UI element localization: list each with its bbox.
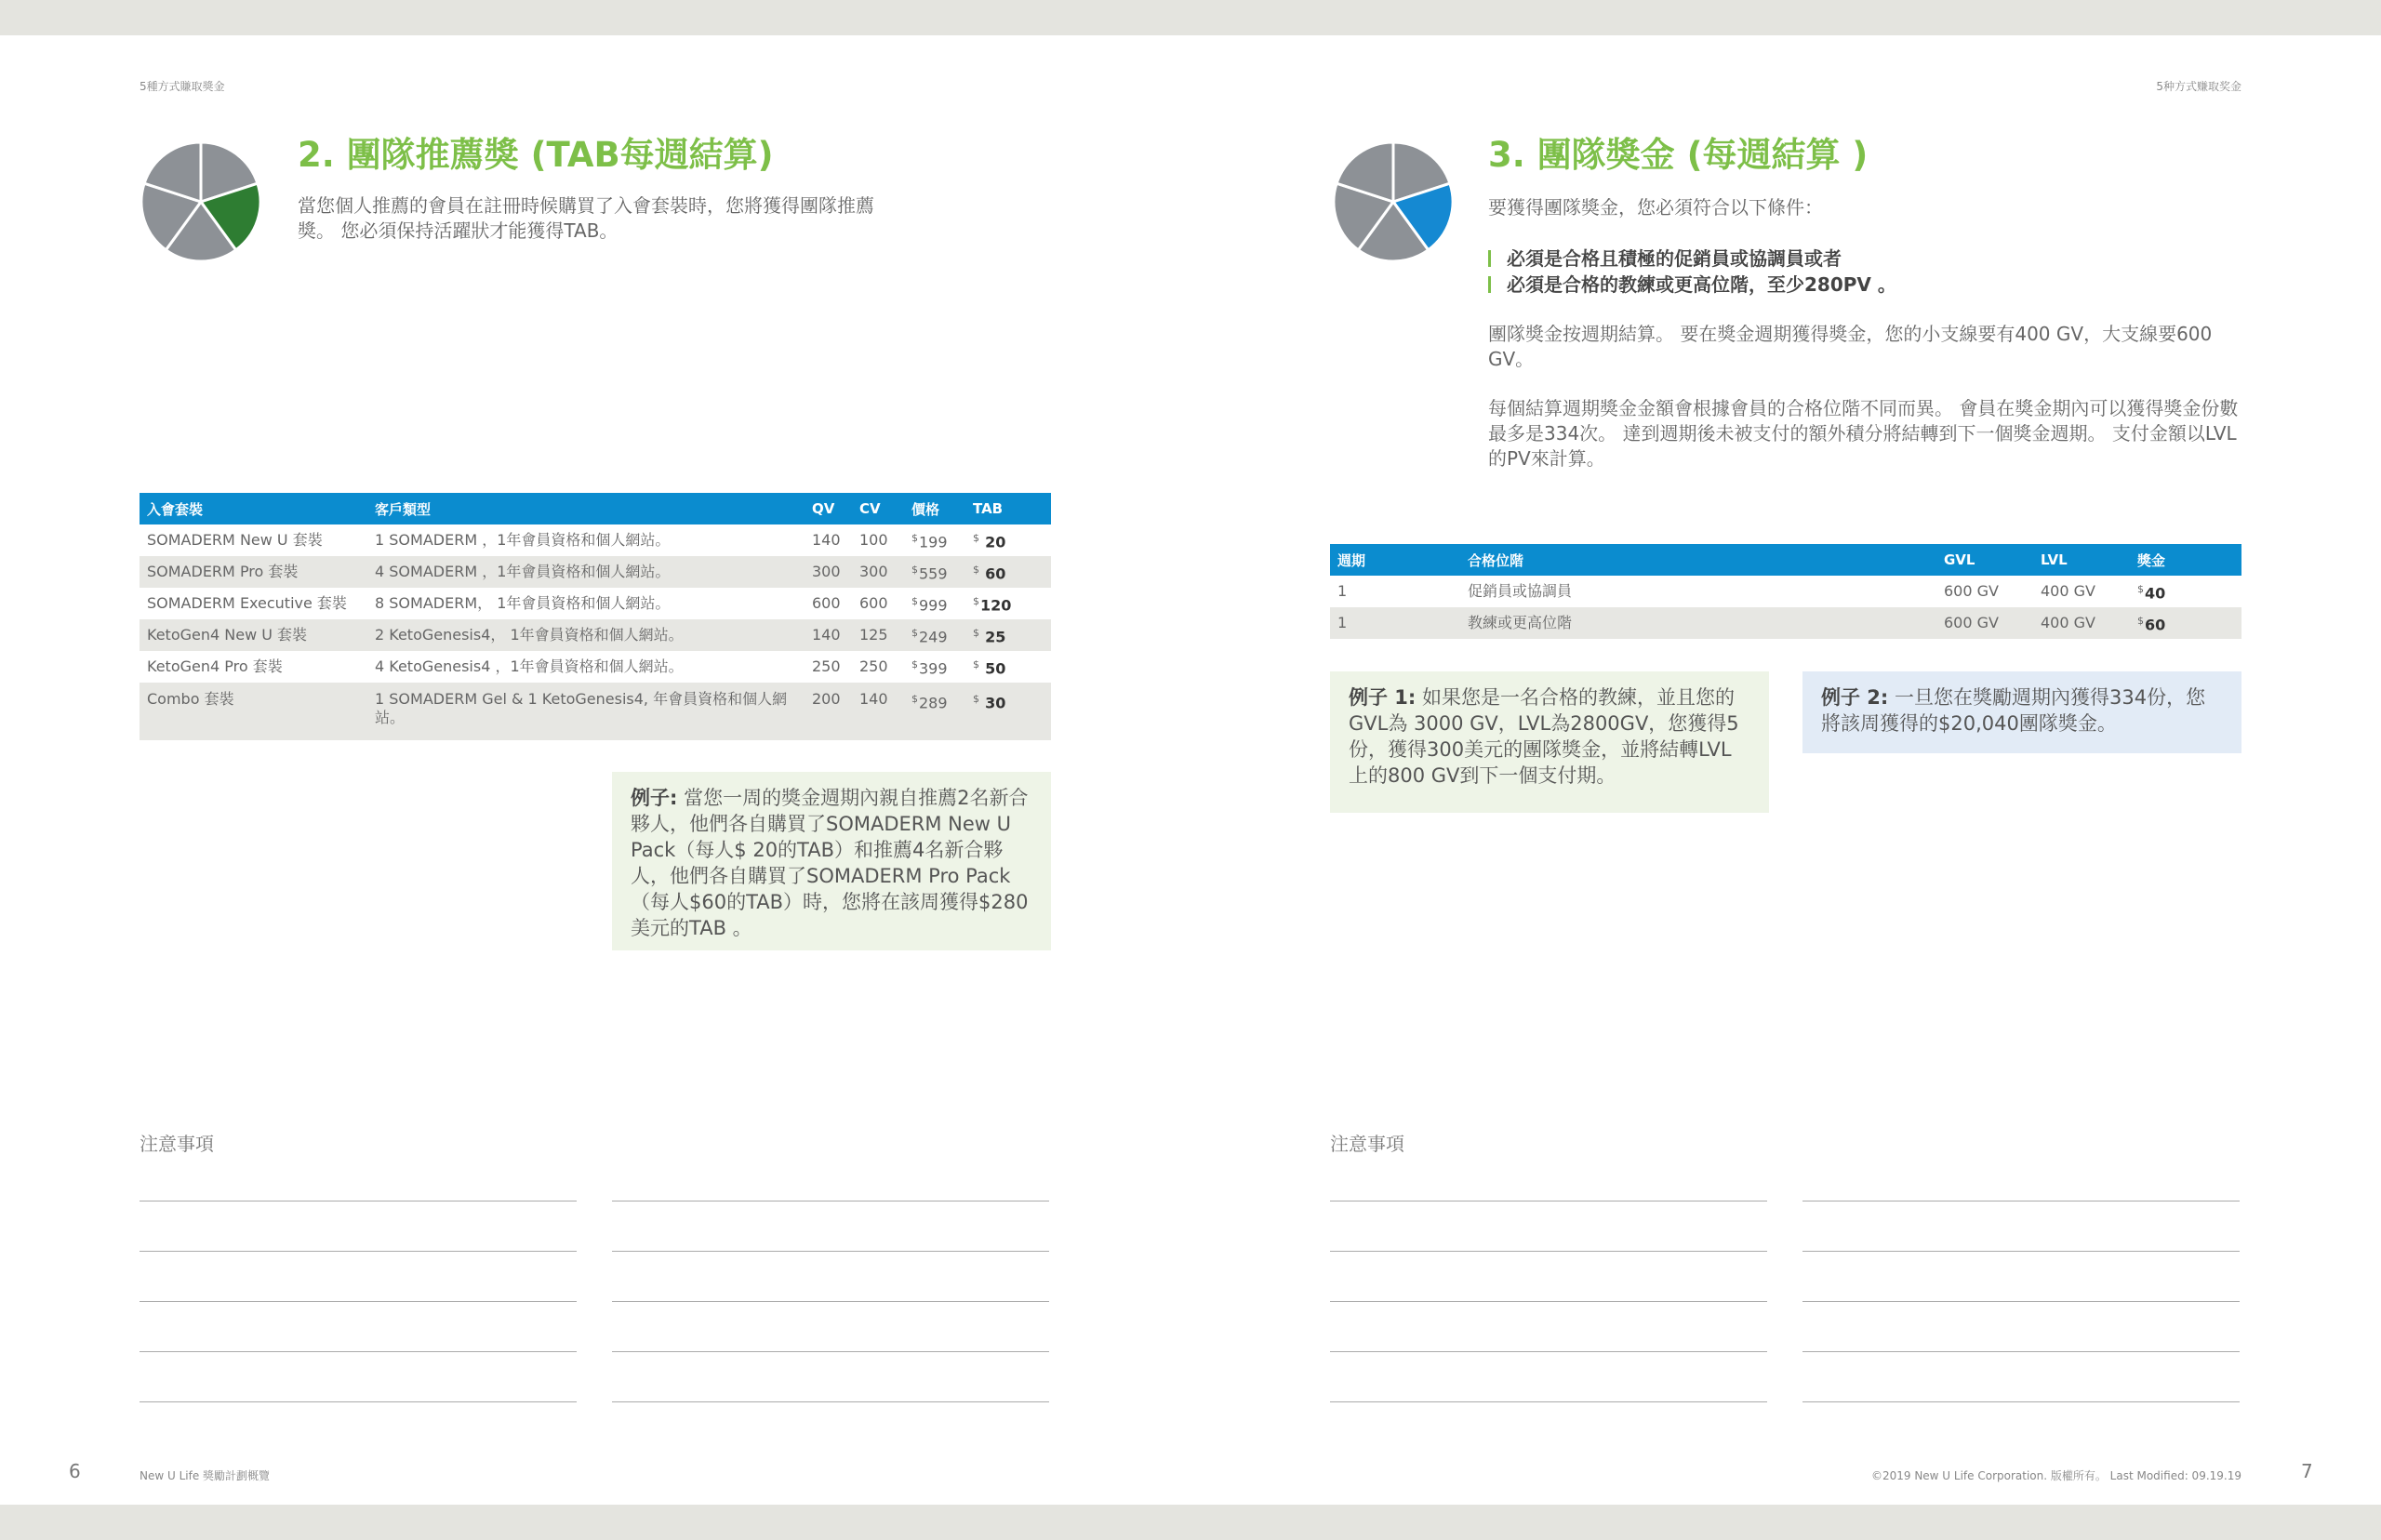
- pie-chart-icon: [1332, 140, 1455, 263]
- section-title-team-bonus: 3. 團隊獎金 (每週結算 ): [1488, 135, 1869, 175]
- rank-cell: 教練或更高位階: [1460, 607, 1936, 639]
- notes-label-right: 注意事項: [1330, 1133, 1404, 1155]
- col-header: GVL: [1936, 544, 2033, 576]
- running-head-right: 5种方式赚取奖金: [2156, 80, 2241, 93]
- table-row: [140, 619, 1051, 651]
- cv-cell: 300: [852, 556, 904, 588]
- example-text: 如果您是一名合格的教練，並且您的GVL為 3000 GV，LVL為2800GV，您獲得5份，獲得300美元的團隊獎金，並將結轉LVL上的800 GV到下一個支付期。: [1349, 686, 1739, 787]
- footer-left: New U Life 獎勵計劃概覽: [140, 1469, 271, 1482]
- qv-cell: 200: [805, 683, 852, 740]
- running-head-left: 5種方式賺取獎金: [140, 80, 225, 93]
- example-text: 當您一周的獎金週期內親自推薦2名新合夥人，他們各自購買了SOMADERM New U Pack（每人$ 20的TAB）和推薦4名新合夥人，他們各自購買了SOMADERM Pro Pack （每人$60的TAB）時，您將在該周獲得$280美元的TAB 。: [631, 787, 1029, 939]
- page-number-left: 6: [69, 1460, 81, 1482]
- team-table-header: [1330, 544, 2241, 576]
- price-cell: $999: [911, 594, 948, 615]
- condition-item: 必須是合格且積極的促銷員或協調員或者: [1488, 246, 1896, 272]
- team-bonus-intro: 要獲得團隊獎金，您必須符合以下條件：: [1488, 196, 1823, 219]
- bonus-cell: $40: [2137, 582, 2166, 603]
- cycle-cell: 1: [1337, 582, 1348, 600]
- type-cell: 4 KetoGenesis4 ，1年會員資格和個人網站。: [375, 657, 684, 675]
- section-title-tab: 2. 團隊推薦獎 (TAB每週結算): [298, 135, 774, 175]
- cycle-cell: 1: [1330, 607, 1460, 639]
- gvl-cell: 600 GV: [1936, 607, 2033, 639]
- example-label: 例子 2:: [1821, 686, 1889, 709]
- pack-cell: Combo 套裝: [140, 683, 367, 740]
- note-line: [1802, 1351, 2240, 1352]
- pack-cell: SOMADERM Pro 套裝: [140, 556, 367, 588]
- team-example-2-box: [1802, 671, 2241, 753]
- qv-cell: 140: [812, 531, 841, 549]
- tab-cell: $ 25: [965, 619, 1051, 651]
- tab-cell: $ 60: [965, 556, 1051, 588]
- tab-cell: $120: [973, 594, 1012, 615]
- rank-cell: 促銷員或協調員: [1468, 582, 1573, 600]
- top-band: [0, 0, 2381, 35]
- type-cell: 2 KetoGenesis4， 1年會員資格和個人網站。: [367, 619, 805, 651]
- price-cell: $289: [904, 683, 965, 740]
- tab-intro: 當您個人推薦的會員在註冊時候購買了入會套裝時，您將獲得團隊推薦獎。 您必須保持活躍狀才能獲得TAB。: [298, 194, 874, 242]
- note-line: [140, 1251, 577, 1252]
- type-cell: 1 SOMADERM Gel & 1 KetoGenesis4, 年會員資格和個人網站。: [367, 683, 805, 740]
- col-header: TAB: [965, 493, 1051, 524]
- tab-cell: $ 50: [973, 657, 1006, 678]
- qv-cell: 300: [805, 556, 852, 588]
- conditions-list: [1488, 246, 1896, 298]
- col-header: QV: [805, 493, 852, 524]
- condition-item: 必須是合格的教練或更高位階，至少280PV 。: [1488, 272, 1896, 298]
- page-number-right: 7: [2301, 1460, 2313, 1482]
- table-row: [1330, 576, 2241, 607]
- type-cell: 8 SOMADERM， 1年會員資格和個人網站。: [375, 594, 671, 612]
- tab-example-box: [612, 772, 1051, 950]
- col-header: 週期: [1330, 544, 1460, 576]
- table-row: [140, 683, 1051, 740]
- note-line: [1330, 1401, 1767, 1402]
- lvl-cell: 400 GV: [2033, 607, 2130, 639]
- example-text: 一旦您在獎勵週期內獲得334份，您將該周獲得的$20,040團隊獎金。: [1821, 686, 2206, 735]
- cv-cell: 100: [859, 531, 888, 549]
- note-line: [1802, 1251, 2240, 1252]
- note-line: [612, 1401, 1049, 1402]
- gvl-cell: 600 GV: [1944, 582, 1999, 600]
- bonus-cell: $60: [2130, 607, 2241, 639]
- lvl-cell: 400 GV: [2041, 582, 2095, 600]
- note-line: [1802, 1401, 2240, 1402]
- col-header: 客戶類型: [367, 493, 805, 524]
- note-line: [1330, 1251, 1767, 1252]
- col-header: LVL: [2033, 544, 2130, 576]
- footer-right: ©2019 New U Life Corporation. 版權所有。 Last Modified: 09.19.19: [1870, 1469, 2241, 1482]
- price-cell: $559: [904, 556, 965, 588]
- tab-cell: $ 20: [973, 531, 1006, 551]
- price-cell: $249: [904, 619, 965, 651]
- pack-cell: KetoGen4 Pro 套裝: [147, 657, 283, 675]
- pack-cell: SOMADERM Executive 套裝: [147, 594, 347, 612]
- col-header: 價格: [904, 493, 965, 524]
- tab-cell: $ 30: [965, 683, 1051, 740]
- cv-cell: 125: [852, 619, 904, 651]
- price-cell: $199: [911, 531, 948, 551]
- team-bonus-table: [1330, 544, 2241, 639]
- note-line: [612, 1251, 1049, 1252]
- note-line: [1802, 1301, 2240, 1302]
- pack-cell: KetoGen4 New U 套裝: [140, 619, 367, 651]
- tab-table: [140, 493, 1051, 740]
- notes-label-left: 注意事項: [140, 1133, 214, 1155]
- cv-cell: 600: [859, 594, 888, 612]
- pack-cell: SOMADERM New U 套裝: [147, 531, 323, 549]
- col-header: 入會套裝: [140, 493, 367, 524]
- col-header: CV: [852, 493, 904, 524]
- example-label: 例子:: [631, 787, 678, 809]
- table-row: [140, 651, 1051, 683]
- tab-table-header: [140, 493, 1051, 524]
- example-label: 例子 1:: [1349, 686, 1417, 709]
- bottom-band: [0, 1505, 2381, 1540]
- team-bonus-para-2: 每個結算週期獎金金額會根據會員的合格位階不同而異。 會員在獎金期內可以獲得獎金份數最多是334次。 達到週期後未被支付的額外積分將結轉到下一個獎金週期。 支付金額以LVL的PV來計算。: [1488, 397, 2239, 470]
- type-cell: 1 SOMADERM ，1年會員資格和個人網站。: [375, 531, 671, 549]
- cv-cell: 250: [859, 657, 888, 675]
- note-line: [1330, 1301, 1767, 1302]
- qv-cell: 140: [805, 619, 852, 651]
- note-line: [140, 1301, 577, 1302]
- team-bonus-para-1: 團隊獎金按週期結算。 要在獎金週期獲得獎金，您的小支線要有400 GV，大支線要600 GV。: [1488, 323, 2213, 370]
- pie-chart-icon: [140, 140, 262, 263]
- type-cell: 4 SOMADERM ，1年會員資格和個人網站。: [367, 556, 805, 588]
- table-row: [140, 556, 1051, 588]
- note-line: [140, 1401, 577, 1402]
- note-line: [140, 1351, 577, 1352]
- col-header: 獎金: [2130, 544, 2241, 576]
- note-line: [612, 1301, 1049, 1302]
- qv-cell: 600: [812, 594, 841, 612]
- cv-cell: 140: [852, 683, 904, 740]
- team-example-1-box: [1330, 671, 1769, 813]
- col-header: 合格位階: [1460, 544, 1936, 576]
- note-line: [1330, 1351, 1767, 1352]
- note-line: [612, 1351, 1049, 1352]
- price-cell: $399: [911, 657, 948, 678]
- table-row: [140, 588, 1051, 619]
- table-row: [140, 524, 1051, 556]
- qv-cell: 250: [812, 657, 841, 675]
- table-row: [1330, 607, 2241, 639]
